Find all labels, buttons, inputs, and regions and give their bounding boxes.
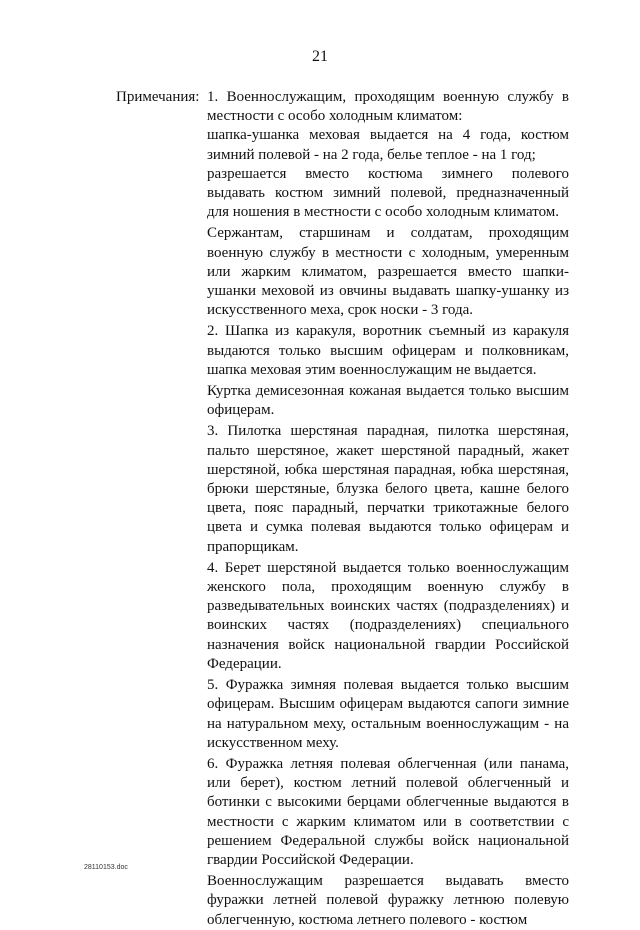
note-paragraph: разрешается вместо костюма зимнего полевого выдавать костюм зимний полевой, предназначенный для ношения в местности с особо холодным климатом. bbox=[207, 165, 569, 221]
note-paragraph: 2. Шапка из каракуля, воротник съемный из каракуля выдаются только высшим офицерам и полковникам, шапка меховая этим военнослужащим не выдается. bbox=[207, 323, 569, 378]
note-paragraph: 6. Фуражка летняя полевая облегченная (или панама, или берет), костюм летний полевой облегченный и ботинки с высокими берцами облегченные выдаются в местности с жарким климатом или в соответствии с решением Федеральной службы войск национальной гвардии Российской Федерации. bbox=[207, 755, 569, 868]
note-paragraph: Куртка демисезонная кожаная выдается только высшим офицерам. bbox=[207, 383, 569, 419]
page-number: 21 bbox=[312, 48, 328, 65]
note-paragraph: Сержантам, старшинам и солдатам, проходящим военную службу в местности с холодным, умеренным или жарким климатом, разрешается вместо шапки-ушанки меховой из овчины выдавать шапку-ушанку из искусственного меха, срок носки - 3 года. bbox=[207, 225, 569, 319]
note-paragraph: шапка-ушанка меховая выдается на 4 года, костюм зимний полевой - на 2 года, белье теплое - на 1 год; bbox=[207, 127, 569, 163]
note-paragraph: 5. Фуражка зимняя полевая выдается только высшим офицерам. Высшим офицерам выдаются сапоги зимние на натуральном меху, остальным военнослужащим - на искусственном меху. bbox=[207, 677, 569, 751]
note-paragraph: 3. Пилотка шерстяная парадная, пилотка шерстяная, пальто шерстяное, жакет шерстяной парадный, жакет шерстяной, юбка шерстяная парадная, юбка шерстяная, брюки шерстяные, блузка белого цвета, кашне белого цвета, пояс парадный, перчатки трикотажные белого цвета и сумка полевая выдаются только офицерам и прапорщикам. bbox=[207, 423, 569, 555]
notes-body bbox=[207, 88, 569, 930]
note-paragraph: Военнослужащим разрешается выдавать вместо фуражки летней полевой фуражку летнюю полевую облегченную, костюма летнего полевого - костюм bbox=[207, 873, 569, 928]
notes-label: Примечания: bbox=[116, 89, 200, 105]
footer-file-name: 28110153.doc bbox=[84, 864, 128, 871]
note-paragraph: 4. Берет шерстяной выдается только военнослужащим женского пола, проходящим военную службу в разведывательных воинских частях (подразделениях) и воинских частях (подразделениях) специального назначения войск национальной гвардии Российской Федерации. bbox=[207, 559, 569, 672]
note-paragraph: 1. Военнослужащим, проходящим военную службу в местности с особо холодным климатом: bbox=[207, 89, 569, 125]
